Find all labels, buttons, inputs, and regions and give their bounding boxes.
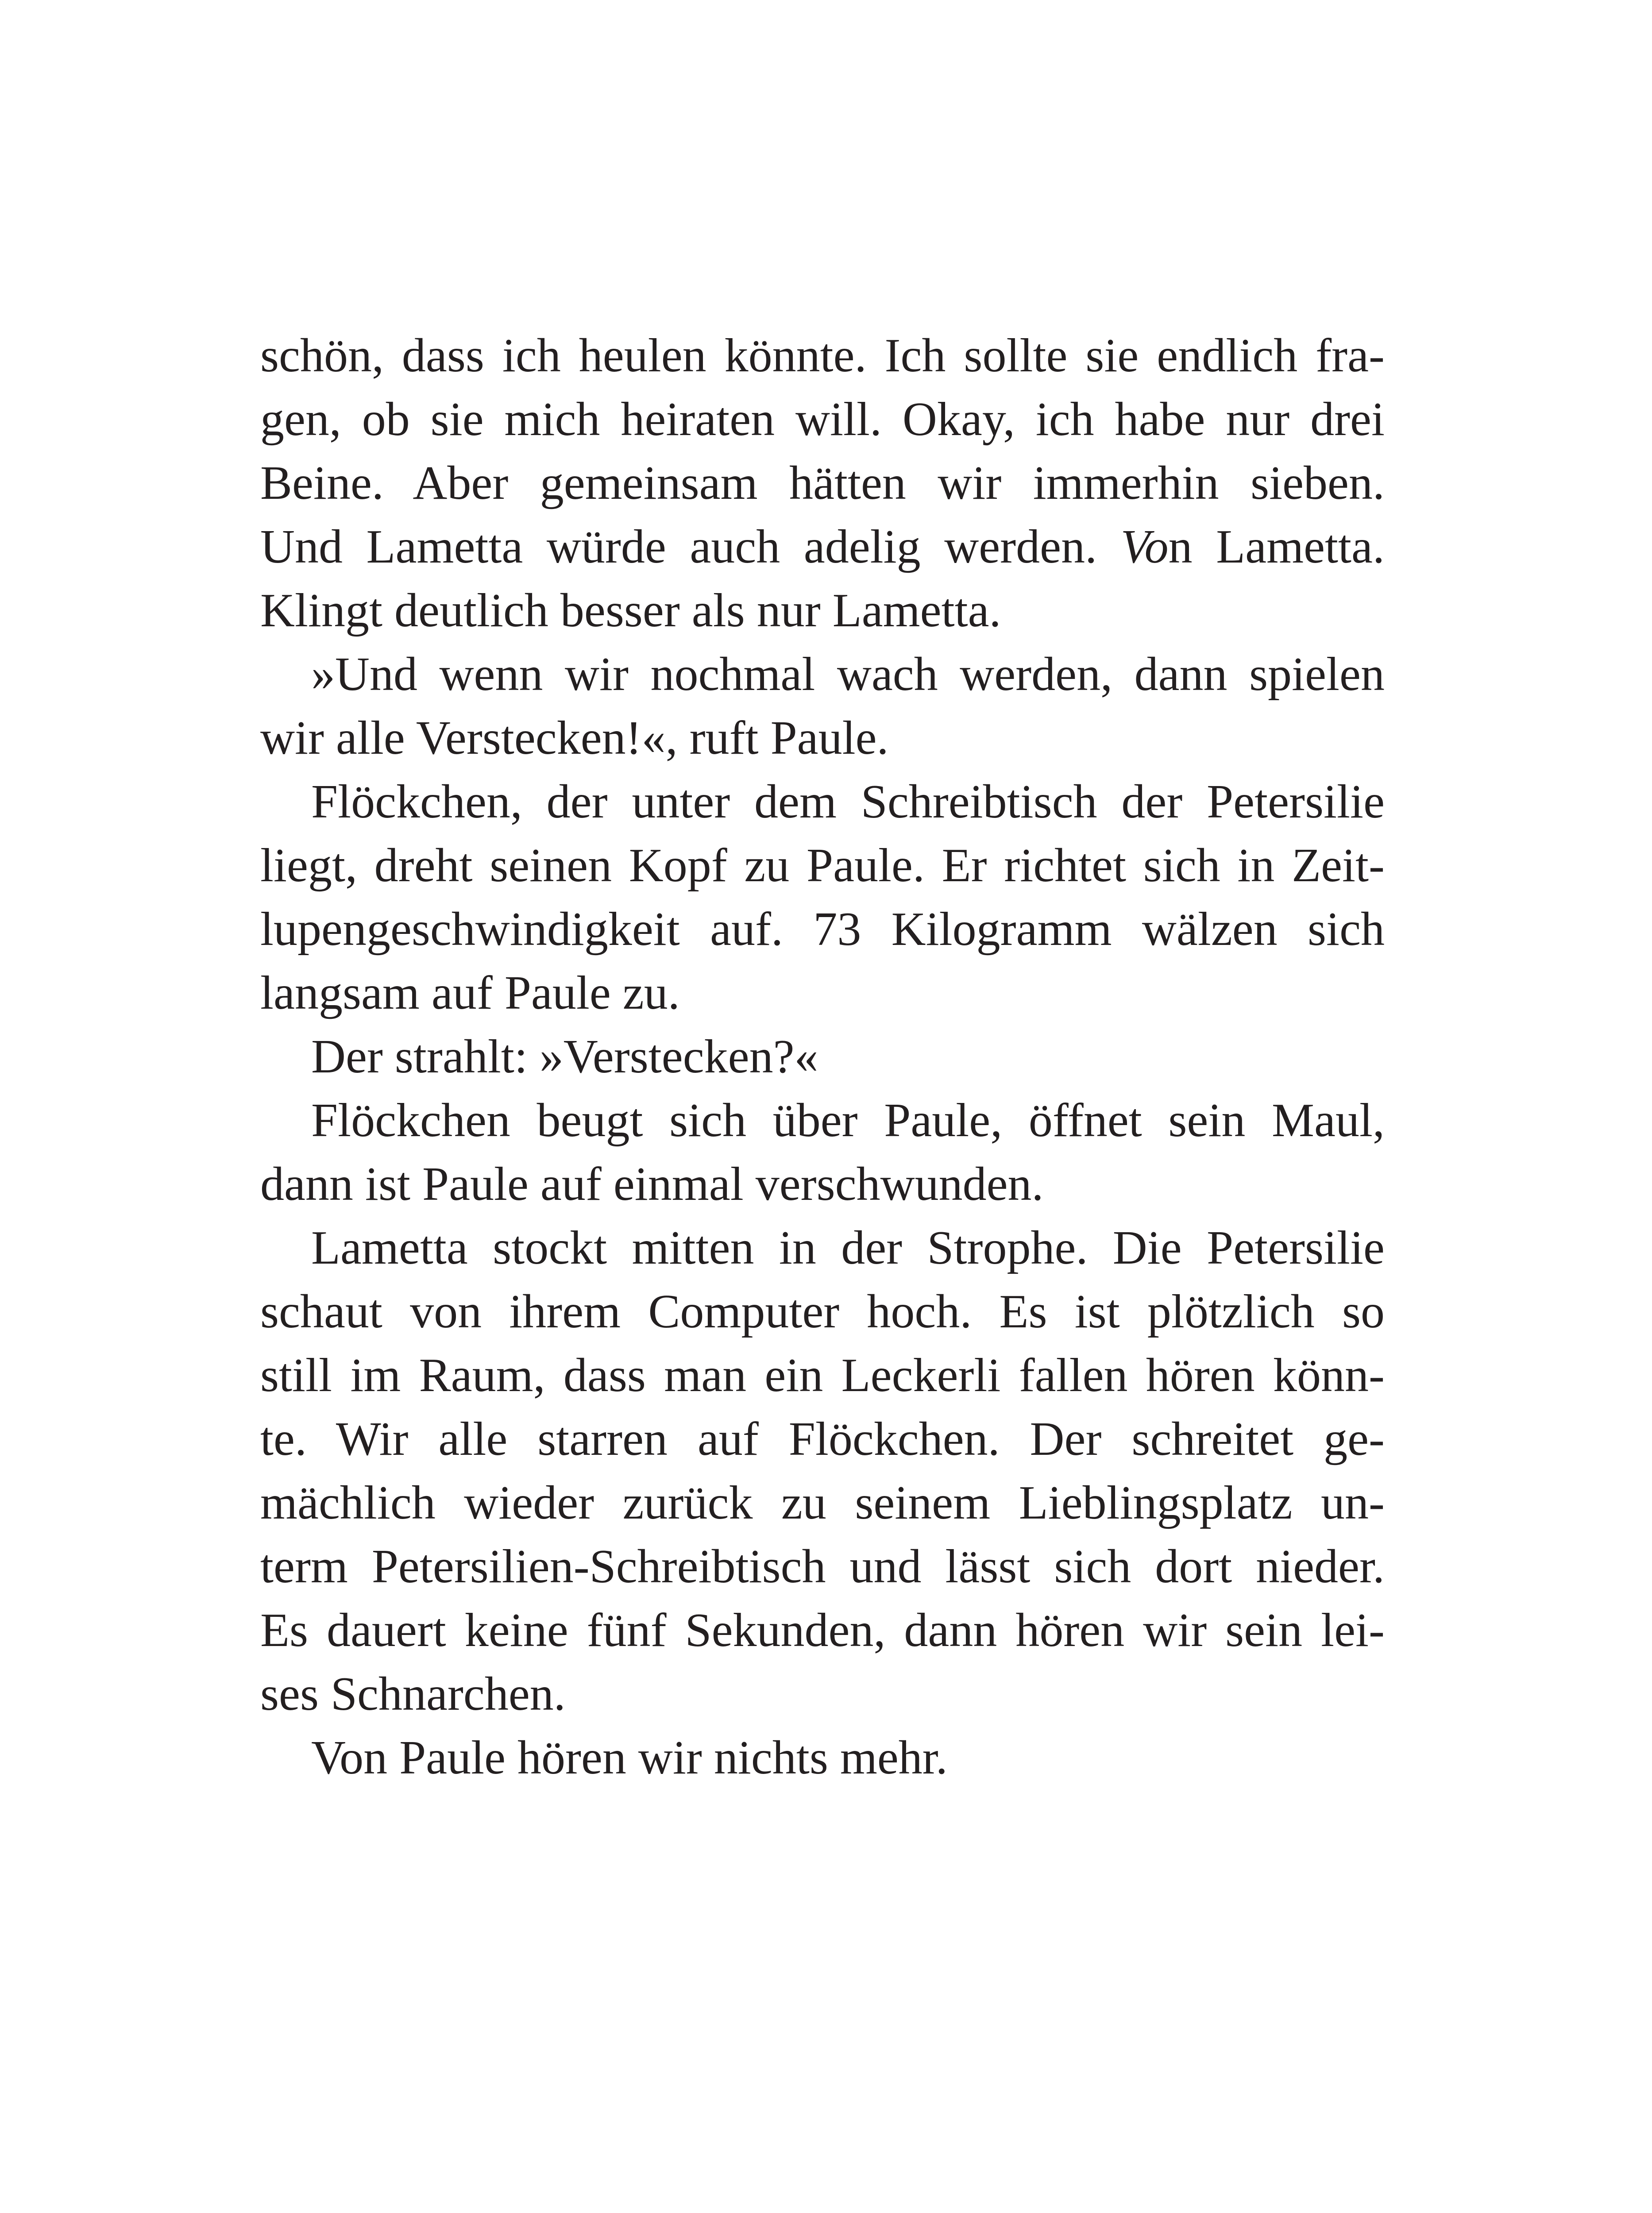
text-line: term Petersilien-Schreibtisch und lässt sich dort nieder. [260, 1540, 1385, 1593]
text-line: te. Wir alle starren auf Flöckchen. Der schreitet ge- [260, 1413, 1385, 1465]
text-line: mächlich wieder zurück zu seinem Lieblingsplatz un- [260, 1477, 1385, 1529]
body-text [260, 324, 1385, 1790]
text-line: »Und wenn wir nochmal wach werden, dann spielen [311, 648, 1385, 701]
italic-text: Vo [1120, 520, 1169, 573]
text-line [260, 515, 1385, 579]
text-line: Es dauert keine fünf Sekunden, dann hören wir sein lei- [260, 1604, 1385, 1657]
text-line: Der strahlt: »Verstecken?« [311, 1030, 818, 1083]
text-line: gen, ob sie mich heiraten will. Okay, ich habe nur drei [260, 393, 1385, 446]
text-line: still im Raum, dass man ein Leckerli fallen hören könn- [260, 1349, 1385, 1402]
text-line: langsam auf Paule zu. [260, 967, 680, 1019]
text-line: lupengeschwindigkeit auf. 73 Kilogramm wälzen sich [260, 903, 1385, 956]
text-line: Von Paule hören wir nichts mehr. [311, 1731, 948, 1784]
text-line: dann ist Paule auf einmal verschwunden. [260, 1158, 1044, 1211]
text-segment: Und Lametta würde auch adelig werden. [260, 520, 1121, 573]
text-line: schaut von ihrem Computer hoch. Es ist plötzlich so [260, 1285, 1385, 1338]
text-line: Beine. Aber gemeinsam hätten wir immerhin sieben. [260, 457, 1385, 509]
text-line: Flöckchen beugt sich über Paule, öffnet sein Maul, [311, 1094, 1385, 1147]
text-line: liegt, dreht seinen Kopf zu Paule. Er richtet sich in Zeit- [260, 839, 1385, 892]
text-line: Flöckchen, der unter dem Schreibtisch der Petersilie [311, 775, 1385, 828]
text-segment: n Lametta. [1168, 520, 1385, 573]
text-line: Lametta stockt mitten in der Strophe. Die Petersilie [311, 1222, 1385, 1274]
text-line: wir alle Verstecken!«, ruft Paule. [260, 712, 889, 764]
text-line: schön, dass ich heulen könnte. Ich sollte sie endlich fra- [260, 329, 1385, 382]
text-line: ses Schnarchen. [260, 1668, 566, 1720]
text-line: Klingt deutlich besser als nur Lametta. [260, 584, 1001, 637]
